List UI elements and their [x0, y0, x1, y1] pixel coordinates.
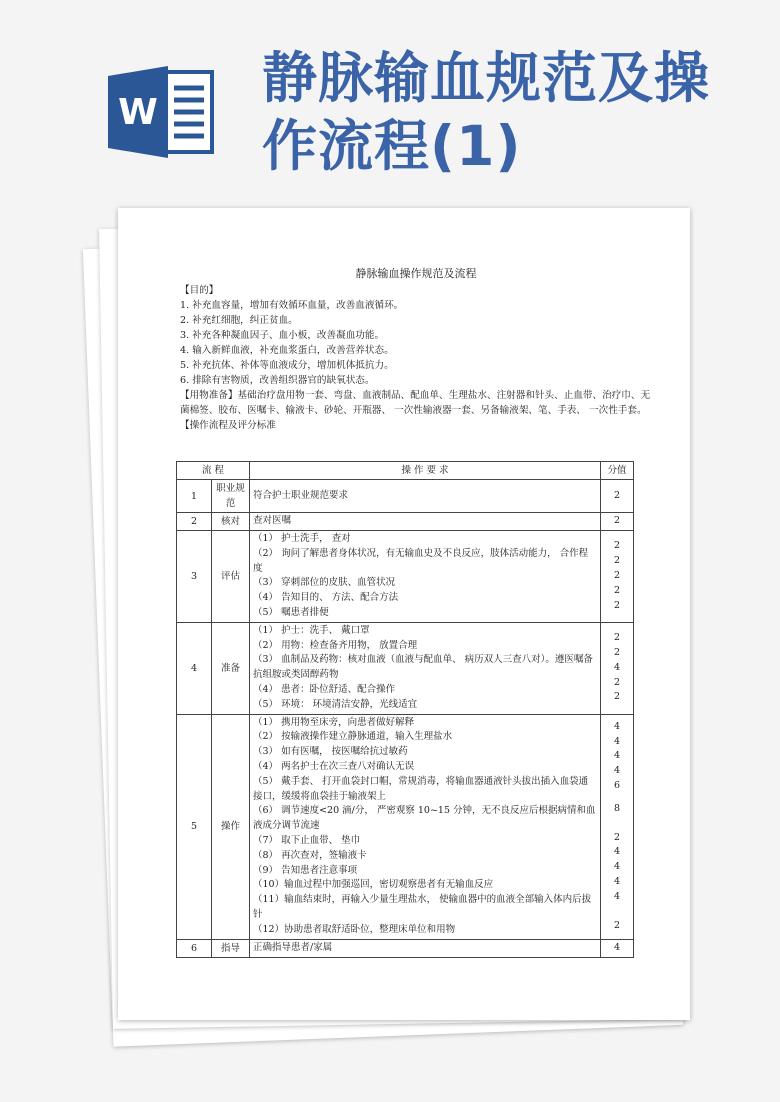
requirement-item: 正确指导患者/家属 [253, 941, 333, 953]
requirement-item: （12）协助患者取舒适卧位，整理床单位和用物 [253, 923, 456, 935]
score-value: 2 [613, 515, 621, 527]
table-header-row [177, 462, 634, 480]
requirement-item: （5） 戴手套、 打开血袋封口帽，常规消毒，将输血器通液针头拔出插入血袋通接口，缓缓将血袋挂于输液架上 [253, 775, 589, 802]
purpose-heading: 【目的】 [180, 285, 219, 296]
row-requirements [250, 513, 601, 531]
row-step-name: 操作 [212, 714, 250, 939]
score-value: 2 [613, 555, 621, 567]
procedure-table [176, 461, 634, 958]
flow-heading: 【操作流程及评分标准 [180, 420, 276, 431]
row-scores [601, 622, 634, 714]
row-requirements [250, 480, 601, 513]
row-requirements [250, 531, 601, 623]
requirement-item: （1） 护士洗手， 查对 [253, 533, 351, 544]
score-value: 2 [613, 691, 621, 703]
score-value: 4 [613, 890, 621, 902]
score-value: 4 [613, 735, 621, 747]
score-value: 2 [613, 632, 621, 644]
score-value: 4 [613, 875, 621, 887]
word-document-icon [108, 66, 216, 158]
score-value: 2 [613, 919, 621, 931]
score-value: 2 [613, 540, 621, 552]
row-scores [601, 939, 634, 957]
row-number: 3 [177, 531, 212, 623]
score-value: 2 [613, 489, 621, 501]
row-step-name: 指导 [212, 939, 250, 957]
purpose-item: 6. 排除有害物质，改善组织器官的缺氧状态。 [180, 375, 375, 386]
row-number: 1 [177, 480, 212, 513]
purpose-item: 1. 补充血容量，增加有效循环血量，改善血液循环。 [180, 300, 404, 311]
score-value: 4 [613, 941, 621, 953]
purpose-item: 4. 输入新鲜血液，补充血浆蛋白，改善营养状态。 [180, 345, 394, 356]
requirement-item: （5） 环境： 环境清洁安静，光线适宜 [253, 698, 418, 710]
table-row [177, 480, 634, 513]
row-requirements [250, 714, 601, 939]
row-step-name: 准备 [212, 622, 250, 714]
score-value: 2 [613, 676, 621, 688]
row-scores [601, 480, 634, 513]
row-scores [601, 513, 634, 531]
requirement-item: （10）输血过程中加强巡回，密切观察患者有无输血反应 [253, 879, 494, 891]
score-value: 4 [613, 750, 621, 762]
row-step-name: 核对 [212, 513, 250, 531]
score-value: 2 [613, 599, 621, 611]
document-title: 静脉输血操作规范及流程 [355, 267, 477, 280]
score-value: 2 [613, 646, 621, 658]
requirement-item: （7） 取下止血带、 垫巾 [253, 834, 361, 846]
score-value: 4 [613, 846, 621, 858]
requirement-item: （2） 询问了解患者身体状况，有无输血史及不良反应，肢体活动能力， 合作程度 [253, 547, 589, 574]
requirement-item: （3） 血制品及药物：核对血液（血液与配血单、 病历双人三查八对）。遵医嘱备抗组胺或类固醇药物 [253, 654, 593, 681]
requirement-item: （1） 护士：洗手、 戴口罩 [253, 624, 370, 636]
requirement-item: （2） 用物：检查备齐用物， 放置合理 [253, 639, 418, 651]
row-number: 4 [177, 622, 212, 714]
row-number: 6 [177, 939, 212, 957]
header-score: 分值 [601, 462, 634, 480]
requirement-item: （4） 告知目的、 方法、配合方法 [253, 592, 399, 604]
page-title: 静脉输血规范及操作流程(1) [262, 46, 711, 178]
requirement-item: （8） 再次查对，签输液卡 [253, 849, 367, 861]
row-requirements [250, 622, 601, 714]
table-row [177, 622, 634, 714]
requirement-item: 符合护士职业规范要求 [253, 489, 349, 501]
requirement-item: 查对医嘱 [253, 515, 292, 527]
requirement-item: （3） 如有医嘱， 按医嘱给抗过敏药 [253, 746, 408, 758]
row-requirements [250, 939, 601, 957]
score-value: 8 [613, 802, 621, 814]
score-value: 4 [613, 720, 621, 732]
document-page [118, 208, 690, 1020]
document-body [180, 266, 652, 433]
row-scores [601, 714, 634, 939]
row-step-name: 评估 [212, 531, 250, 623]
requirement-item: （1） 携用物至床旁，向患者做好解释 [253, 716, 415, 728]
header-requirements: 操 作 要 求 [250, 462, 601, 480]
table-row [177, 513, 634, 531]
row-number: 2 [177, 513, 212, 531]
score-value: 2 [613, 569, 621, 581]
purpose-item: 3. 补充各种凝血因子、血小板，改善凝血功能。 [180, 330, 385, 341]
requirement-item: （4） 两名护士在次三查八对确认无误 [253, 760, 415, 772]
score-value: 4 [613, 661, 621, 673]
requirement-item: （2） 按输液操作建立静脉通道，输入生理盐水 [253, 731, 453, 743]
score-value: 4 [613, 861, 621, 873]
purpose-item: 5. 补充抗体、补体等血液成分，增加机体抵抗力。 [180, 360, 394, 371]
score-value: 2 [613, 584, 621, 596]
table-row [177, 939, 634, 957]
purpose-item: 2. 补充红细胞，纠正贫血。 [180, 315, 298, 326]
requirement-item: （6） 调节速度<20 滴/分， 严密观察 10~15 分钟，无不良反应后根据病情和血液成分调节流速 [253, 805, 596, 832]
header-flow: 流 程 [177, 462, 250, 480]
table-row [177, 714, 634, 939]
requirement-item: （11）输血结束时，再输入少量生理盐水， 使输血器中的血液全部输入体内后拔针 [253, 894, 592, 920]
requirement-item: （4） 患者：卧位舒适、配合操作 [253, 683, 396, 695]
row-step-name: 职业规范 [212, 480, 250, 513]
svg-text:W: W [118, 92, 158, 133]
row-scores [601, 531, 634, 623]
score-value: 4 [613, 765, 621, 777]
score-value: 6 [613, 779, 621, 791]
requirement-item: （3） 穿刺部位的皮肤、血管状况 [253, 577, 396, 589]
requirement-item: （5） 嘱患者排便 [253, 606, 329, 618]
row-number: 5 [177, 714, 212, 939]
score-value: 2 [613, 831, 621, 843]
requirement-item: （9） 告知患者注意事项 [253, 864, 358, 876]
supplies-paragraph: 【用物准备】基础治疗盘用物一套、弯盘、血液制品、配血单、生理盐水、注射器和针头、止血带、治疗巾、无菌棉签、胶布、医嘱卡、输液卡、砂轮、开瓶器、 一次性输液器一套、另备输液架、笔、手表、 一次性手套。 [180, 390, 651, 416]
table-row [177, 531, 634, 623]
